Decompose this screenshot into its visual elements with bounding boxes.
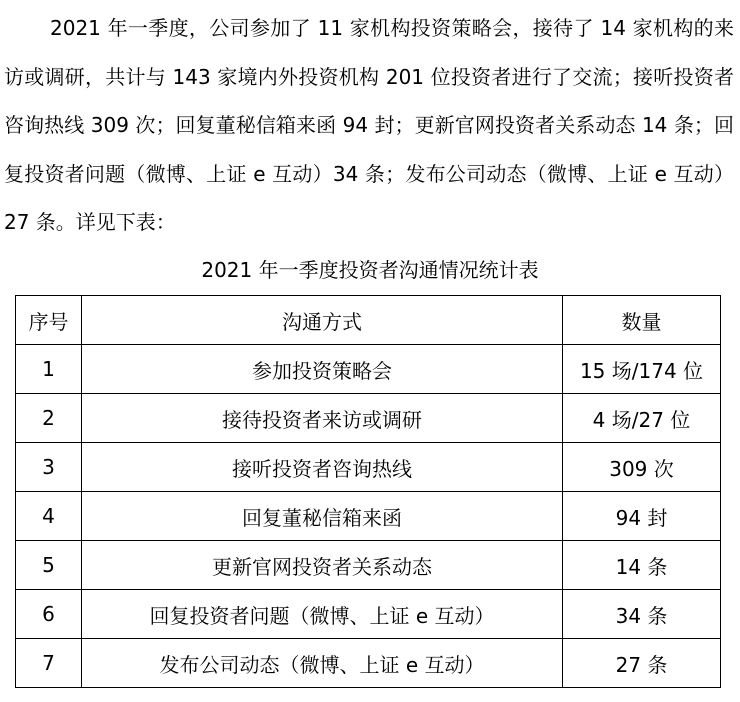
row-method: 回复董秘信箱来函 xyxy=(82,492,563,541)
table-row xyxy=(16,492,721,541)
row-no: 7 xyxy=(16,639,82,688)
intro-paragraph: 2021 年一季度，公司参加了 11 家机构投资策略会，接待了 14 家机构的来访或调研，共计与 143 家境内外投资机构 201 位投资者进行了交流；接听投资者咨询热线 309 次；回复董秘信箱来函 94 封；更新官网投资者关系动态 14 条；回复投资者问题（微博、上证 e 互动）34 条；发布公司动态（微博、上证 e 互动）27 条。详见下表： xyxy=(4,16,734,234)
table-row xyxy=(16,394,721,443)
row-method: 接听投资者咨询热线 xyxy=(82,443,563,492)
header-no: 序号 xyxy=(16,296,82,345)
row-qty: 4 场/27 位 xyxy=(563,394,721,443)
row-no: 2 xyxy=(16,394,82,443)
row-qty: 27 条 xyxy=(563,639,721,688)
row-qty: 15 场/174 位 xyxy=(563,345,721,394)
table-header-row xyxy=(16,296,721,345)
row-method: 参加投资策略会 xyxy=(82,345,563,394)
row-method: 发布公司动态（微博、上证 e 互动） xyxy=(82,639,563,688)
row-method: 回复投资者问题（微博、上证 e 互动） xyxy=(82,590,563,639)
table-row xyxy=(16,443,721,492)
table-caption: 2021 年一季度投资者沟通情况统计表 xyxy=(201,258,539,282)
row-qty: 94 封 xyxy=(563,492,721,541)
row-method: 接待投资者来访或调研 xyxy=(82,394,563,443)
table-row xyxy=(16,639,721,688)
table-row xyxy=(16,345,721,394)
header-qty: 数量 xyxy=(563,296,721,345)
row-no: 1 xyxy=(16,345,82,394)
row-qty: 14 条 xyxy=(563,541,721,590)
row-method: 更新官网投资者关系动态 xyxy=(82,541,563,590)
row-no: 6 xyxy=(16,590,82,639)
row-no: 4 xyxy=(16,492,82,541)
row-no: 3 xyxy=(16,443,82,492)
row-qty: 309 次 xyxy=(563,443,721,492)
header-method: 沟通方式 xyxy=(82,296,563,345)
row-qty: 34 条 xyxy=(563,590,721,639)
table-row xyxy=(16,590,721,639)
row-no: 5 xyxy=(16,541,82,590)
stats-table xyxy=(15,295,721,688)
table-row xyxy=(16,541,721,590)
